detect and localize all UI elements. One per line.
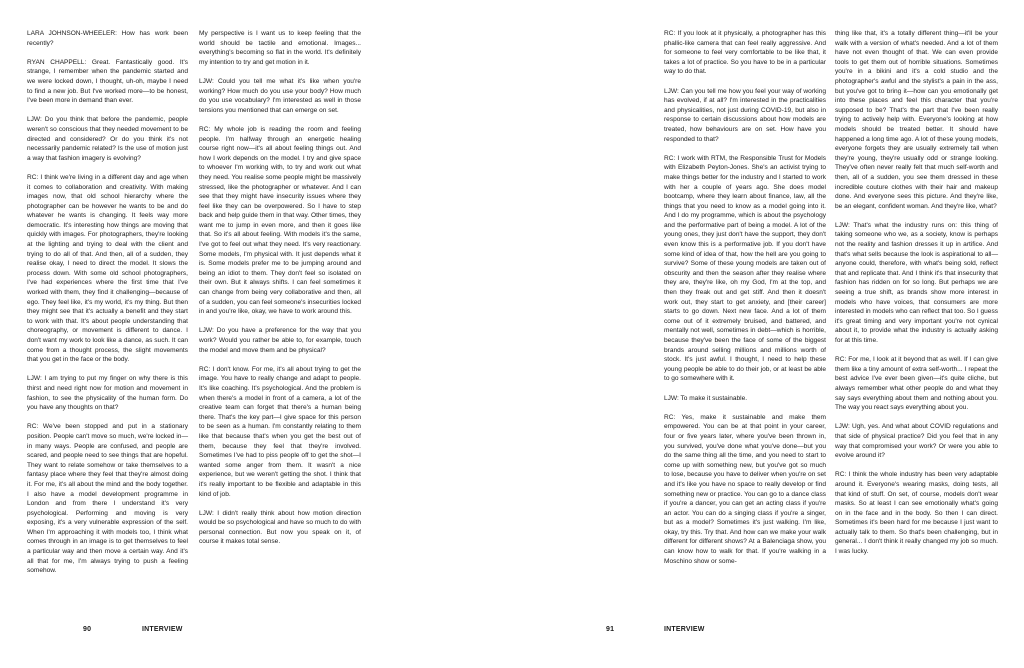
paragraph: RC: For me, I look at it beyond that as well. If I can give them like a tiny amount of extra self-worth... I repeat the best advice I've ever been given—it's quite cliche, but always remember what other people do and what they say says everything about them and nothing about you. The way you react says everything about you. <box>835 356 998 412</box>
left-page-column-1 <box>27 29 188 585</box>
paragraph: RC: I think the whole industry has been very adaptable around it. Everyone's wearing masks, doing tests, all that kind of stuff. On set, of course, models don't wear masks. So at least I can see emotionally what's going on in the face and in the body. So then I can direct. Sometimes it's been hard for me because I just want to actually talk to them. So that's been challenging, but in general... I don't think it really changed my job so much. I was lucky. <box>835 471 998 556</box>
paragraph: RC: I don't know. For me, it's all about trying to get the image. You have to really change and adapt to people. It's like coaching. It's psychological. And the problem is when there's a model in front of a camera, a lot of the creative team can forget that there's a human being there. That's the key part—I give space for this person to be seen as a human. I'm constantly relating to them like that because that's when you get the best out of them, because they feel that they're involved. Sometimes I've had to piss people off to get the shot—I wanted some anger from them. It wasn't a nice experience, but we weren't getting the shot. I think that it's really important to be flexible and adaptable in this kind of job. <box>199 365 361 498</box>
paragraph: RC: I work with RTM, the Responsible Trust for Models with Elizabeth Peyton-Jones. She's an activist trying to make things better for the industry and I started to work with her a couple of years ago. She does model bootcamp, where they learn about finance, law, all the things that you need to know as a model going into it. And I do my programme, which is about the psychology and the performative part of being a model. A lot of the young ones, they just don't have the support, they don't even know this is a performative job. If you don't have some kind of idea of that, how the hell are you going to survive? Some of these young models are taken out of obscurity and then the season after they realise where they are, they're like, oh my God, I'm at the top, and then they freak out and get stiff. And then it doesn't work out, they start to get anxiety, and [their career] starts to go down. Next new face. And a lot of them come out of it extremely bruised, and battered, and mentally not well, sometimes in debt—which is horrible, because they've been the face of some of the biggest brands around selling millions and millions worth of stock. It's just awful. I thought, I need to help these young people be able to do their job, or at least be able to go somewhere with it. <box>664 154 826 383</box>
right-page-column-1 <box>664 29 826 576</box>
page-number: 91 <box>606 626 615 633</box>
paragraph: My perspective is I want us to keep feeling that the world should be tactile and emotional. Images... everything's becoming so flat in the world. It's definitely my intention to try and get motion in it. <box>199 30 361 66</box>
page-number: 90 <box>83 626 92 633</box>
paragraph: LJW: Do you have a preference for the way that you work? Would you rather be able to, for example, touch the model and move them and be physical? <box>199 327 361 354</box>
paragraph: LJW: To make it sustainable. <box>664 394 748 402</box>
paragraph: LJW: That's what the industry runs on: this thing of taking someone who we, as a society, know is perhaps not the reality and fashion dresses it up in artifice. And that's what sells because the look is aspirational to all—anyone could, therefore, with what's being sold, reflect that and replicate that. And I think it's that insecurity that fashion has ridden on for so long. But perhaps we are seeing a true shift, as brands show more interest in models who have voices, that consumers are more interested in models who can reflect that too. So I guess it's great timing and very important you're not cynical about it, to provide what the industry is actually asking for at this time. <box>835 221 998 344</box>
paragraph: LJW: I didn't really think about how motion direction would be so psychological and have so much to do with personal connection. But now you speak on it, of course it makes total sense. <box>199 509 361 546</box>
paragraph: LJW: I am trying to put my finger on why there is this thirst and need right now for motion and movement in fashion, to see the physicality of the human form. Do you have any thoughts on that? <box>27 375 188 412</box>
paragraph: RC: Yes, make it sustainable and make them empowered. You can be at that point in your career, four or five years later, where you've been thrown in, you survived, you've done what you've done—but you do the same thing all the time, and you need to start to come up with something new, but you've got so much to lose, because you have to deliver when you're on set and it's like you have no space to really develop or find something new or practice. You can go to a dance class if you're a dancer, you can get an acting class if you're an actor. You can do a singing class if you're a singer, but as a model? Sometimes it's just walking. I'm like, okay, try this. Try that. And how can we make your walk different for different shows? At a Balenciaga show, you can know how to walk for that. If you're walking in a Moschino show or some- <box>664 413 826 565</box>
running-head: INTERVIEW <box>142 626 183 633</box>
paragraph: RYAN CHAPPELL: Great. Fantastically good. It's strange, I remember when the pandemic started and we were locked down, I thought, uh-oh, maybe I need to find a new job. But I've worked more—to be honest, I've been more in demand than ever. <box>27 58 188 105</box>
paragraph: LJW: Could you tell me what it's like when you're working? How much do you use your body? How much do you use vocabulary? I'm interested as well in those tensions you mentioned that can emerge on set. <box>199 77 361 114</box>
paragraph: RC: We've been stopped and put in a stationary position. People can't move so much, we're locked in—in many ways. People are confused, and people are scared, and people need to see things that are hopeful. They want to relate somehow or take themselves to a fantasy place where they feel that they're almost doing it. For me, it's all about the mind and the body together. I also have a model development programme in London and from there I understand it's very psychological. Performing and moving is very exposing, it's a very vulnerable expression of the self. When I'm approaching it with models too, I think what comes through in an image is to get themselves to feel a particular way and then move a certain way. And it's all that for me, I'm always trying to push a feeling somehow. <box>27 423 188 575</box>
paragraph: thing like that, it's a totally different thing—it'll be your walk with a version of what's needed. And a lot of them have not even thought of that. We can even provide tools to get them out of horrible situations. Sometimes you're in a bikini and it's a cold studio and the photographer's awful and the stylist's a pain in the ass, but you've got to bring it—how can you emotionally get into these places and feel this character that you're supposed to be? That's the part that I've been really trying to actively help with. Everyone's looking at how models should be treated better. It should have happened a long time ago. A lot of these young models, everyone forgets they are usually extremely tall when they're young, they're usually odd or strange looking. They've often never really felt that much self-worth and then, all of a sudden, you see them dressed in these incredible couture clothes with their hair and makeup done. And everyone sees this picture. And they're like, be an elegant, confident woman. And they're like, what? <box>835 30 998 210</box>
paragraph: LJW: Ugh, yes. And what about COVID regulations and that side of physical practice? Did you feel that in any way that compromised your work? Or were you able to evolve around it? <box>835 423 998 460</box>
paragraph: LJW: Do you think that before the pandemic, people weren't so conscious that they needed movement to be directed and considered? Or do you think it's not necessarily pandemic related? Is the use of motion just a way that fashion imagery is evolving? <box>27 116 188 162</box>
left-page-column-2 <box>199 29 361 557</box>
paragraph: RC: My whole job is reading the room and feeling people. I'm halfway through an energetic healing course right now—it's all about feeling things out. And how I work depends on the model. I try and give space to whoever I'm working with, to try and work out what they need. You realise some people might be massively stressed, like the photographer or whatever. And I can see that they might have insecurity issues where they feel like they can be overpowered. So I have to step back and help guide them in that way. Other times, they want me to jump in even more, and then it goes like that. So it's all about feeling. With models it's the same, I've got to feel out what they need. It's very reactionary. Some models, I'm physical with. It just depends what it is. Some models prefer me to be jumping around and being an idiot to them. They don't feel so isolated on their own. But it always shifts. I can feel sometimes it can change from being very collaborative and then, all of a sudden, you can feel someone's insecurities locked in and you're like, okay, we have to work around this. <box>199 125 361 316</box>
paragraph: LARA JOHNSON-WHEELER: How has work been recently? <box>27 30 188 47</box>
right-page-column-2 <box>835 29 998 566</box>
paragraph: LJW: Can you tell me how you feel your way of working has evolved, if at all? I'm interested in the practicalities and physicalities, not just during COVID-19, but also in response to certain discussions about how models are treated, how behaviours are on set. How have you responded to that? <box>664 87 826 143</box>
running-head: INTERVIEW <box>664 626 705 633</box>
paragraph: RC: I think we're living in a different day and age when it comes to collaboration and creativity. With making images now, that old school hierarchy where the photographer can be however he wants to be and do whatever he wants is changing. It feels way more democratic. It's interesting how things are moving that quickly with images. For photographers, they're looking at the lighting and trying to deal with the client and trying to do all of that. And then, all of a sudden, they realise okay, I need to direct the model. It slows the process down. With some old school photographers, I've had experiences where the first time that I've worked with them, they find it challenging—because of ego. They feel like, it's my world, it's my thing. But then they might see that it's actually a benefit and they start to work with that. It's about people understanding that choreography, or movement is different to dance. I don't want my work to look like a dance, as such. It can come from a thought process, the slight movements that you get in the face or the body. <box>27 173 188 364</box>
paragraph: RC: If you look at it physically, a photographer has this phallic-like camera that can feel really aggressive. And for someone to feel very comfortable to be like that, it takes a lot of practice. So you have to be in a particular way to do that. <box>664 30 826 76</box>
right-page <box>512 0 1024 668</box>
